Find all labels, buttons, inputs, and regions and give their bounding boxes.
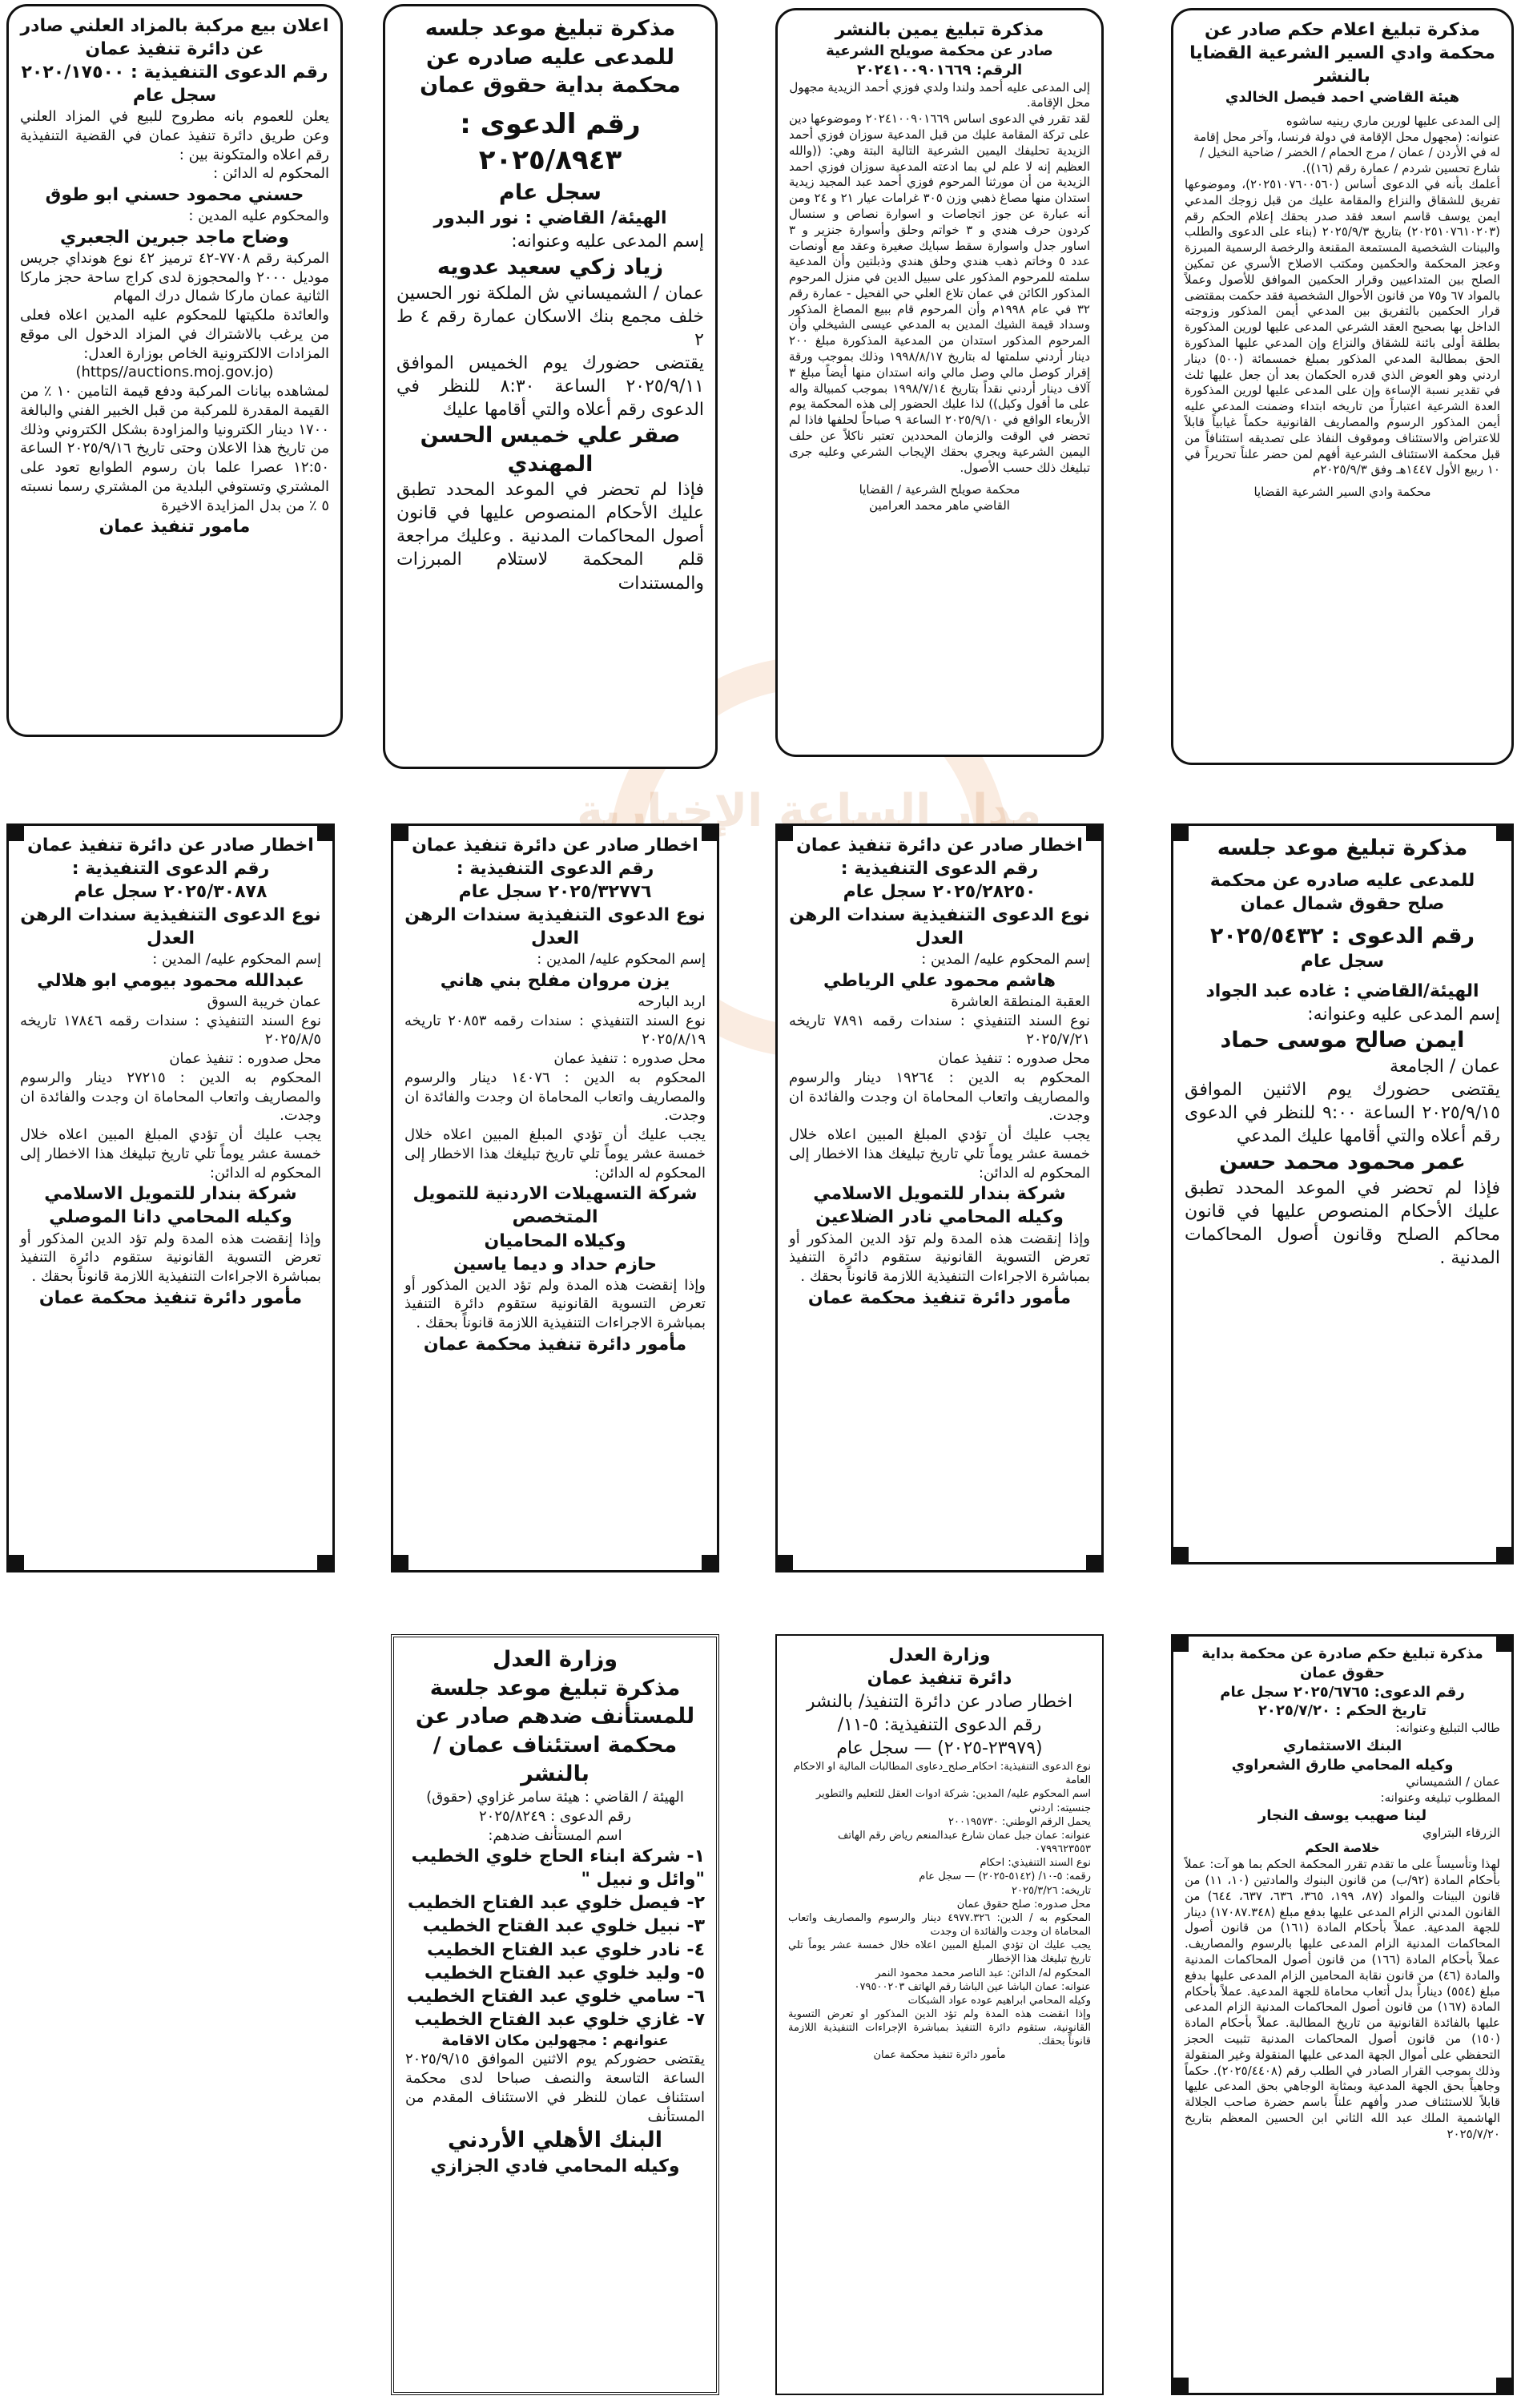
notice-footer: مأمور دائرة تنفيذ محكمة عمان xyxy=(423,1334,687,1355)
notice-creditor-address: عنوانه: عمان الباشا عين الباشا رقم الهاتف ٠٧٩٥٠٠٢٠٣ xyxy=(854,1980,1091,1993)
notice-requester-address: عمان / الشميساني xyxy=(1406,1774,1500,1790)
notice-amount: المحكوم به الدين : ١٤٠٧٦ دينار والرسوم والمصاريف واتعاب المحاماة ان وجدت والفائدة ان وجدت. xyxy=(404,1069,706,1125)
notice-case-number: رقم الدعوى : ٢٠٢٥/٥٤٣٢ xyxy=(1209,923,1475,948)
frame-corner xyxy=(6,1555,24,1572)
notice-case-type: نوع الدعوى التنفيذية سندات الرهن العدل xyxy=(404,905,706,949)
notice-case-number: رقم الدعوى التنفيذية: ٥-١١/ xyxy=(837,1715,1042,1736)
notice-amman-first-instance-session xyxy=(383,4,718,769)
notice-intro: يعلن للعموم بانه مطروح للبيع في المزاد العلني وعن طريق دائرة تنفيذ عمان في القضية التنفيذية رقم اعلاه والمتكونة بين : xyxy=(20,108,329,163)
notice-lawyer-names: حازم حداد و ديما ياسين xyxy=(453,1254,658,1274)
notice-wadi-alseer-judgment xyxy=(1171,8,1514,765)
notice-title: اخطار صادر عن دائرة تنفيذ عمان xyxy=(412,836,698,856)
notice-title: مذكرة تبليغ حكم صادرة عن محكمة بداية حقوق عمان xyxy=(1201,1645,1483,1681)
notice-address: اربد البارحه xyxy=(638,993,706,1010)
notice-demand: يجب عليك أن تؤدي المبلغ المبين اعلاه خلال خمسة عشر يوماً تلي تاريخ تبليغك هذا الاخطار إلى المحكوم له الدائن: xyxy=(789,1126,1090,1182)
frame-corner xyxy=(775,823,793,841)
frame-corner xyxy=(1086,1555,1104,1572)
frame-corner xyxy=(317,1555,335,1572)
notice-creditor: شركة بندار للتمويل الاسلامي xyxy=(813,1184,1066,1205)
notice-document: نوع السند التنفيذي : سندات رقمه ٧٨٩١ تاريخه ٢٠٢٥/٧/٢١ xyxy=(789,1012,1090,1049)
notice-amount: المحكوم به الدين : ١٩٢٦٤ دينار والرسوم والمصاريف واتعاب المحاماة ان وجدت والفائدة ان وجدت. xyxy=(789,1069,1090,1125)
notice-debtor-label: إسم المحكوم عليه/ المدين : xyxy=(537,951,706,968)
notice-consequence: وإذا إنقضت هذه المدة ولم تؤد الدين المذكور أو تعرض التسوية القانونية ستقوم دائرة التنفيذ بمباشرة الاجراءات التنفيذية اللازمة قانوناً بحقك . xyxy=(404,1276,706,1332)
respondent-item: ١- شركة ابناء الحاج خلوي الخطيب "وائل و نبيل " xyxy=(411,1846,705,1891)
notice-requester-label: طالب التبليغ وعنوانه: xyxy=(1395,1721,1500,1735)
respondent-item: ٢- فيصل خلوي عبد الفتاح الخطيب xyxy=(407,1893,705,1914)
notice-amount: المحكوم به / الدين: ٤٩٧٧.٣٢٦ دينار والرسوم والمصاريف واتعاب المحاماة ان وجدت والفائدة ان وجدت xyxy=(788,1911,1091,1939)
notice-footer: مأمور دائرة تنفيذ محكمة عمان xyxy=(38,1287,303,1308)
notice-judgment-6765 xyxy=(1171,1634,1514,2395)
notice-title: مذكرة تبليغ موعد جلسه xyxy=(1217,836,1468,860)
notice-date: تاريخ الحكم : ٢٠٢٥/٧/٢٠ xyxy=(1257,1702,1427,1720)
notice-issuer: محل صدوره: صلح حقوق عمان xyxy=(956,1898,1091,1911)
notice-lawyer: وكيله المحامي دانا الموصلي xyxy=(49,1207,292,1228)
notice-creditor: حسني محمود حسني ابو طوق xyxy=(45,185,304,206)
notice-debtor: يزن مروان مفلح بني هاني xyxy=(440,970,670,991)
notice-requester-lawyer: وكيله المحامي طارق الشعراوي xyxy=(1231,1756,1454,1774)
notice-plaintiff: عمر محمود محمد حسن xyxy=(1219,1150,1466,1175)
notice-debtor-label: إسم المحكوم عليه/ المدين : xyxy=(921,951,1090,968)
notice-lawyer: وكيله المحامي فادي الجزازي xyxy=(430,2156,680,2176)
notice-address: عمان / الجامعة xyxy=(1389,1057,1500,1077)
frame-corner xyxy=(1171,2378,1189,2395)
notice-judge: الهيئة / القاضي : هيئة سامر غزاوي (حقوق) xyxy=(426,1789,684,1806)
notice-case-number: رقم الدعوى : ٢٠٢٥/٨٩٤٣ xyxy=(460,107,641,176)
notice-appeal-session xyxy=(391,1634,719,2395)
notice-consequence: وإذا إنقضت هذه المدة ولم تؤد الدين المذكور أو تعرض التسوية القانونية ستقوم دائرة التنفيذ بمباشرة الاجراءات التنفيذية اللازمة قانوناً بحقك . xyxy=(789,1230,1090,1285)
notice-amount: المحكوم به الدين : ٢٧٢١٥ دينار والرسوم والمصاريف واتعاب المحاماة ان وجدت والفائدة ان وجدت. xyxy=(20,1069,321,1125)
notice-consequence: وإذا انقضت هذه المدة ولم تؤد الدين المذكور او تعرض التسوية القانونية، ستقوم دائرة التنفيذ بمباشرة الإجراءات التنفيذية اللازمة قانوناً بحقك. xyxy=(788,2007,1091,2048)
notice-debtor: عبدالله محمود بيومي ابو هلالي xyxy=(37,970,304,991)
notice-nationality: جنسيته: اردني xyxy=(1028,1802,1091,1814)
notice-creditor: المحكوم له/ الدائن: عبد الناصر محمد محمود النمر xyxy=(875,1967,1091,1979)
notice-requester: البنك الاستثماري xyxy=(1282,1737,1402,1754)
notice-vehicle-auction xyxy=(6,4,343,737)
notice-target-address: الزرقاء البتراوي xyxy=(1422,1825,1500,1840)
notice-document-date: تاريخه: ٢٠٢٥/٣/٢٦ xyxy=(1012,1884,1091,1897)
notice-summary-label: خلاصة الحكم xyxy=(1305,1841,1380,1856)
notice-case-number: رقم الدعوى التنفيذية : ٢٠٢٠/١٧٥٠٠ xyxy=(21,62,328,83)
notice-vehicle: المركبة رقم ٧٧٠٨-٤٢ ترميز ٤٢ نوع هونداي جريس موديل ٢٠٠٠ والمحجوزة لدى كراج ساحة حجز ماركا الثانية عمان ماركا شمال درك المهام xyxy=(20,249,329,305)
notice-address: عنوانه: (مجهول محل الإقامة في دولة فرنسا، وآخر محل إقامة له في الأردن / عمان / مرج الحمام / الخضر / ضاحية النخيل / شارع تحسين شردم / عمارة رقم (١٦)). xyxy=(1193,129,1500,176)
notice-defendant-name: ايمن صالح موسى حماد xyxy=(1220,1028,1465,1053)
notice-recipient: إلى المدعى عليه أحمد ولندا ولدي فوزي أحمد الزيدية مجهول محل الإقامة. xyxy=(789,79,1090,111)
notice-issuer: محل صدوره : تنفيذ عمان xyxy=(553,1050,706,1068)
notice-creditor-label: المحكوم له الدائن : xyxy=(213,165,329,183)
notice-case-number: رقم الدعوى: ٢٠٢٥/٦٧٦٥ سجل عام xyxy=(1220,1683,1465,1701)
notice-case-type: نوع الدعوى التنفيذية سندات الرهن العدل xyxy=(789,905,1090,949)
notice-body: يقتضى حضورك يوم الخميس الموافق ٢٠٢٥/٩/١١ الساعة ٨:٣٠ للنظر في الدعوى رقم أعلاه والتي أقامها عليك xyxy=(396,353,704,421)
notice-debtor: وضاح ماجد جبرين الجعبري xyxy=(60,227,289,248)
notice-footer-judge: القاضي ماهر محمد العرامين xyxy=(869,498,1010,513)
notice-case-number: رقم الدعوى التنفيذية : ٢٠٢٥/٣٢٧٧٦ سجل عام xyxy=(456,859,654,903)
frame-corner xyxy=(1496,2378,1514,2395)
notice-national-number: يحمل الرقم الوطني: ٢٠٠١٩٥٧٣٠ xyxy=(948,1815,1091,1828)
notice-lawyer: وكيلاه المحاميان xyxy=(484,1230,626,1251)
frame-corner xyxy=(391,823,408,841)
notice-footer: مامور تنفيذ عمان xyxy=(99,517,251,538)
notice-consequence: وإذا إنقضت هذه المدة ولم تؤد الدين المذكور أو تعرض التسوية القانونية ستقوم دائرة التنفيذ بمباشرة الاجراءات التنفيذية اللازمة قانوناً بحقك . xyxy=(20,1230,321,1285)
notice-footer-court: محكمة صويلح الشرعية / القضايا xyxy=(859,482,1020,497)
notice-court: صلح حقوق شمال عمان xyxy=(1240,893,1445,914)
notice-case-number-2: (٢٣٩٧٩-٢٠٢٥) — سجل عام xyxy=(836,1738,1043,1759)
notice-case-number: رقم الدعوى : ٢٠٢٥/٨٢٤٩ xyxy=(479,1807,631,1825)
notice-record: سجل عام xyxy=(499,179,602,205)
notice-document: نوع السند التنفيذي : سندات رقمه ١٧٨٤٦ تاريخه ٢٠٢٥/٨/٥ xyxy=(20,1012,322,1049)
notice-body: يقتضى حضورك يوم الاثنين الموافق ٢٠٢٥/٩/١٥ الساعة ٩:٠٠ للنظر في الدعوى رقم أعلاه والتي أقامها عليك المدعي xyxy=(1185,1080,1500,1147)
notice-title: اخطار صادر عن دائرة تنفيذ عمان xyxy=(27,836,314,856)
notice-department: دائرة تنفيذ عمان xyxy=(867,1669,1012,1689)
notice-enforcement-32776 xyxy=(391,823,719,1572)
notice-record: سجل عام xyxy=(1300,952,1385,972)
notice-judge: الهيئة/ القاضي : نور البدور xyxy=(433,208,667,229)
notice-demand: يجب عليك أن تؤدي المبلغ المبين اعلاه خلال خمسة عشر يوماً تلي تاريخ تبليغك هذا الاخطار إلى المحكوم له الدائن: xyxy=(20,1126,321,1182)
notice-case-type: نوع الدعوى التنفيذية: احكام_صلح_دعاوى المطالبات المالية او الاحكام العامة xyxy=(793,1761,1091,1787)
notice-title: مذكرة تبليغ موعد جلسة للمستأنف ضدهم صادر عن محكمة استئناف عمان / بالنشر xyxy=(415,1675,695,1786)
notice-defendant-label: إسم المدعى عليه وعنوانه: xyxy=(1307,1005,1500,1025)
notice-case-number: رقم الدعوى التنفيذية : ٢٠٢٥/٢٨٢٥٠ سجل عام xyxy=(840,859,1039,903)
notice-address: عمان / الشميساني ش الملكة نور الحسين خلف مجمع بنك الاسكان عمارة رقم ٤ ط ٢ xyxy=(396,283,704,350)
notice-plaintiff: صقر علي خميس الحسن المهندي xyxy=(420,423,681,477)
notice-title: مذكرة تبليغ موعد جلسه للمدعى عليه صادره عن محكمة بداية حقوق عمان xyxy=(420,16,681,99)
notice-body: أعلمك بأنه في الدعوى أساس (٢٠٢٥١٠٧٦٠٠٥٦٠)، وموضوعها تفريق للشقاق والنزاع والمقامة عليك من قبل زوجك المدعي ايمن يوسف قاسم اسعد فقد صدر بحقك إعلام الحكم رقم (٢٠٢٥١٠٧٦١٠٢٠٣) بتاريخ ٢٠٢٥/٩/٣ (بناء على الدعوى والطلب والبينات الشخصية المستمعة المقنعة والرخصة الرسمية المبرزة وعجز المحكمة والحكمين ومكتب الاصلاح الأسري عن تمكين الصلح بين المتداعيين وقرار الحكمين الموافق للأصول وعملاً بالمواد ٦٧ و٧٥ من قانون الأحوال الشخصية فقد حكمت بمقتضى قرار الحكمين بالتفريق بين المدعي أيمن المذكور وزوجته الداخل بها بصحيح العقد الشرعي المدعى عليها لورين المذكورة بطلقة أولى بائنة للشقاق والنزاع وإن المدعي عليها المذكورة الحق بمطالبة المدعي المذكور بمبلغ خمسمائة (٥٠٠) دينار اردني وهو العوض الذي قدره الحكمان بعد أن جعل عليها ثلث في تقدير نسبة الإساءة وإن على المدعى عليها لورين المذكورة العدة الشرعية اعتباراً من تاريخه ابتداء وضمنت المدعي عليه أيمن المذكور الرسوم والمصاريف القانونية حكماً غيابياً قابلاً للاعتراض والاستئناف وموقوف النفاذ على تصديقه استئنافاً من قبل محكمة الاستئناف الشرعية أفهم لمن حضر علناً تحريراً في ١٠ ربيع الأول ١٤٤٧هـ وفق ٢٠٢٥/٩/٣م xyxy=(1185,177,1501,477)
frame-corner xyxy=(1171,1547,1189,1564)
notice-appellant: البنك الأهلي الأردني xyxy=(447,2128,662,2153)
notice-lawyer: وكيله المحامي نادر الضلاعين xyxy=(815,1207,1064,1228)
frame-corner xyxy=(6,823,24,841)
notice-case-type: نوع الدعوى التنفيذية سندات الرهن العدل xyxy=(20,905,321,949)
notice-warning: فإذا لم تحضر في الموعد المحدد تطبق عليك الأحكام المنصوص عليها في قانون أصول المحاكمات المدنية . وعليك مراجعة قلم المحكمة لاستلام المبرزات والمستندات xyxy=(396,480,704,594)
notice-document-type: نوع السند التنفيذي: احكام xyxy=(980,1857,1091,1870)
notice-issuer: محل صدوره : تنفيذ عمان xyxy=(938,1050,1090,1068)
respondent-item: ٤- نادر خلوي عبد الفتاح الخطيب xyxy=(427,1939,705,1960)
notice-record: سجل عام xyxy=(132,86,217,107)
notice-defendant-name: زياد زكي سعيد عدويه xyxy=(437,255,664,280)
notice-lawyer: وكيله المحامي ابراهيم عوده عواد الشبكات xyxy=(907,1994,1091,2007)
notice-footer: مأمور دائرة تنفيذ محكمة عمان xyxy=(873,2049,1006,2062)
notice-north-amman-session xyxy=(1171,823,1514,1564)
notice-case-number: رقم الدعوى التنفيذية : ٢٠٢٥/٣٠٨٧٨ سجل عام xyxy=(71,859,270,903)
frame-corner xyxy=(702,823,719,841)
notice-creditor: شركة بندار للتمويل الاسلامي xyxy=(44,1184,297,1205)
notice-demand: يجب عليك أن تؤدي المبلغ المبين اعلاه خلال خمسة عشر يوماً تلي تاريخ تبليغك هذا الاخطار إلى المحكوم له الدائن: xyxy=(404,1126,706,1182)
notice-body: لهذا وتأسيساً على ما تقدم تقرر المحكمة الحكم بما هو آت: عملاً بأحكام المادة (٩٢/ب) من قانون البنوك والمادتين (١٠، ١١) من قانون البينات والمواد (٨٧، ١٩٩، ٣٦٥، ٦٣٦، ٦٣٧، ٦٤٤) من القانون المدني الزام المدعى عليها بدفع مبلغ (١٧٠٨٧.٣٤٨) دينار للجهة المدعية. عملاً بأحكام المادة (١٦١) من قانون أصول المحاكمات المدنية الزام المدعى عليها بالرسوم والمصاريف. عملاً بأحكام المادة (١٦٦) من قانون أصول المحاكمات المدنية والمادة (٤٦) من قانون نقابة المحامين الزام المدعى عليها بدفع مبلغ (٥٥٤) ديناراً بدل أتعاب محاماة للجهة المدعية. عملاً بأحكام المادة (١٦٧) من قانون أصول المحاكمات المدنية الزام المدعى عليها بالفائدة القانونية من تاريخ المطالبة. عملاً بأحكام المادة (١٥٠) من قانون أصول المحاكمات المدنية تثبيت الحجز التحفظي على أموال الجهة المدعى عليها المنقولة وغير المنقولة وذلك بموجب القرار الصادر في الطلب رقم (٢٠٢٥/٤٤٠٨). حكماً وجاهياً بحق الجهة المدعية وبمثابة الوجاهي بحق المدعى عليها قابلاً للاستئناف صدر وأفهم علناً باسم حضرة صاحب الجلالة الهاشمية الملك عبد الله الثاني ابن الحسين المعظم بتاريخ ٢٠٢٥/٧/٢٠ xyxy=(1184,1857,1501,2141)
notice-judge: هيئة القاضي احمد فيصل الخالدي xyxy=(1225,89,1460,107)
frame-corner xyxy=(391,1555,408,1572)
notice-number: الرقم: ٢٠٢٤١٠٠٩٠١٦٦٩ xyxy=(856,61,1023,79)
notice-judge: الهيئة/القاضي : غاده عبد الجواد xyxy=(1205,981,1479,1002)
notice-title: اعلان بيع مركبة بالمزاد العلني صادر عن دائرة تنفيذ عمان xyxy=(20,16,329,60)
notice-body: يقتضى حضوركم يوم الاثنين الموافق ٢٠٢٥/٩/١٥ الساعة التاسعة والنصف صباحا لدى محكمة استئناف عمان للنظر في الاستئناف المقدم من المستأنف xyxy=(405,2051,705,2125)
notice-title: مذكرة تبليغ اعلام حكم صادر عن محكمة وادي السير الشرعية القضايا بالنشر xyxy=(1189,20,1495,87)
respondent-item: ٧- غازي خلوي عبد الفتاح الخطيب xyxy=(414,2009,705,2030)
notice-body: لقد تقرر في الدعوى اساس ٢٠٢٤١٠٠٩٠١٦٦٩ وموضوعها دين على تركة المقامة عليك من قبل المدعية سوزان فوزي أحمد الزيدية تحليفك اليمين الشرعية التالية البتة وهي: ((والله العظيم إنه لا علم لي بما ادعته المدعية سوزان فوزي احمد الزيدية من أن مورثنا المرحوم فوزي أحمد عبد المجيد زيدية استدان منها مصاغ ذهبي وزن ٣٠٥ غرامات عيار ٢١ و ٢٤ ومن أنه عبارة عن جوز اتجاصات و اسوارة نصاص و سنسال كردون حرف هندي و ٣ خواتم وحلق وأسوارة جنزير و ٣ اساور جدل واسوارة سقط سبايك صغيرة وعقد مع أونصات عدد ٥ وخاتم ذهب هندي وحلق هندي وذبلتين وأن المدعية سلمته للمرحوم المذكور على سبيل الدين في منزل المرحوم المذكور الكائن في عمان تلاع العلي حي الفحيل - عمارة رقم ٣٢ في عام ١٩٩٨م وأن المرحوم قام ببيع المصاغ المذكور وسداد قيمة الشيك المدين به المدعي عيسى الشيخلي وأن المرحوم المذكور استدان من المدعية المذكورة مبلغ ٢٠٠ دينار أردني سلمتها له بتاريخ ١٩٩٨/٨/١٧ وذلك بموجب ورقة إقرار كوصل مالي وصل مالي وانه استدان منها أيضاً مبلغ ٣ آلاف دينار أردني نقداً بتاريخ ١٩٩٨/٧/١٤ بموجب كمبيالة واله على ما أقول وكيل)) لذا عليك الحضور إلى هذه المحكمة يوم الأربعاء الواقع في ٢٠٢٥/٩/١٠ الساعة ٩ صباحاً لحلفها فاذا لم تحضر في الوقت والزمان المحددين تعتبر ناكلاً عن حلف اليمين الشرعية ويجري بحقك الإيجاب الشرعي وعليه جرى تبليغك ذلك حسب الأصول. xyxy=(788,111,1091,475)
notice-issuer: محل صدوره : تنفيذ عمان xyxy=(169,1050,321,1068)
frame-corner xyxy=(1496,823,1514,841)
notice-recipient: إلى المدعى عليها لورين ماري رينيه ساشوه xyxy=(1286,113,1500,128)
notice-title: اخطار صادر عن دائرة التنفيذ/ بالنشر xyxy=(806,1692,1073,1713)
notice-title: اخطار صادر عن دائرة تنفيذ عمان xyxy=(796,836,1083,856)
notice-respondents-label: اسم المستأنف ضدهم: xyxy=(488,1826,622,1844)
notice-debtor: هاشم محمود علي الرياطي xyxy=(823,970,1056,991)
respondent-item: ٥- وليد خلوي عبد الفتاح الخطيب xyxy=(424,1963,705,1983)
notice-debtor-label: والمحكوم عليه المدين : xyxy=(188,207,329,225)
frame-corner xyxy=(1086,823,1104,841)
notice-ownership: والعائدة ملكيتها للمحكوم عليه المدين اعلاه فعلى من يرغب بالاشتراك في المزاد الدخول الى موقع المزادات الالكترونية الخاص بوزارة العدل: xyxy=(20,307,329,362)
notice-document: نوع السند التنفيذي : سندات رقمه ٢٠٨٥٣ تاريخه ٢٠٢٥/٨/١٩ xyxy=(404,1012,706,1049)
notice-title: مذكرة تبليغ يمين بالنشر xyxy=(835,20,1044,40)
notice-court: صادر عن محكمة صويلح الشرعية xyxy=(826,42,1053,60)
notice-debtor-label: إسم المحكوم عليه/ المدين : xyxy=(152,951,321,968)
notice-address: عنوانهم : مجهولين مكان الاقامة xyxy=(441,2031,669,2049)
notice-target: لينا صهيب يوسف النجار xyxy=(1257,1806,1427,1824)
notice-enforcement-30878 xyxy=(6,823,335,1572)
notice-debtor: اسم المحكوم عليه/ المدين: شركة ادوات العقل للتعليم والتطوير xyxy=(815,1788,1091,1801)
notice-defendant-label: إسم المدعى عليه وعنوانه: xyxy=(511,232,704,252)
notice-footer: مأمور دائرة تنفيذ محكمة عمان xyxy=(807,1287,1072,1308)
notice-creditor: شركة التسهيلات الاردنية للتمويل المتخصص xyxy=(412,1184,698,1228)
frame-corner xyxy=(702,1555,719,1572)
notice-warning: فإذا لم تحضر في الموعد المحدد تطبق عليك الأحكام المنصوص عليها في قانون محاكم الصلح وقانون أصول المحاكمات المدنية . xyxy=(1185,1178,1500,1268)
frame-corner xyxy=(1496,1547,1514,1564)
respondent-item: ٣- نبيل خلوي عبد الفتاح الخطيب xyxy=(422,1916,705,1937)
notice-subtitle: للمدعى عليه صادره عن محكمة xyxy=(1209,870,1475,891)
notice-address: عمان خريبة السوق xyxy=(207,993,321,1010)
notice-demand: يجب عليك ان تؤدي المبلغ المبين اعلاه خلال خمسة عشر يوماً تلي تاريخ تبليغك هذا الإخطار xyxy=(788,1939,1091,1966)
notice-address: العقبة المنطقة العاشرة xyxy=(951,993,1090,1010)
notice-address: عنوانه: عمان جبل عمان شارع عبدالمنعم رياض رقم الهاتف ٠٧٩٩٦٢٣٥٥٣ xyxy=(837,1829,1091,1856)
notice-enforcement-28250 xyxy=(775,823,1104,1572)
notice-enforcement-23979 xyxy=(775,1634,1104,2395)
notice-document-number: رقمه: ٥-١٠/ (٥١٤٢-٢٠٢٥) — سجل عام xyxy=(919,1870,1091,1883)
notice-target-label: المطلوب تبليغه وعنوانه: xyxy=(1380,1790,1500,1806)
frame-corner xyxy=(1496,1634,1514,1652)
notice-url[interactable]: (https//auctions.moj.gov.jo) xyxy=(75,364,274,381)
notice-terms: لمشاهده بيانات المركبة ودفع قيمة التامين ١٠ ٪ من القيمة المقدرة للمركبة من قبل الخبير الفني والبالغة ١٧٠٠ دينار الكترونيا والمزاودة بشكل الكتروني وذلك من تاريخ هذا الاعلان وحتى تاريخ ٢٠٢٥/٩/١٦ الساعة ١٢:٥٠ عصرا علما بان رسوم الطوابع تعود على المشتري وتستوفي البلدية من المشتري رسما نسبته ٥ ٪ من بدل المزايدة الاخيرة xyxy=(20,383,329,514)
frame-corner xyxy=(775,1555,793,1572)
notice-ministry: وزارة العدل xyxy=(888,1645,991,1665)
notice-footer: محكمة وادي السير الشرعية القضايا xyxy=(1253,485,1431,500)
notice-ministry: وزارة العدل xyxy=(492,1647,618,1672)
watermark-text: مدار الساعة الإخبارية xyxy=(577,785,1042,837)
notice-sweileh-oath xyxy=(775,8,1104,757)
frame-corner xyxy=(1171,823,1189,841)
respondent-item: ٦- سامي خلوي عبد الفتاح الخطيب xyxy=(406,1986,705,2007)
frame-corner xyxy=(1171,1634,1189,1652)
frame-corner xyxy=(317,823,335,841)
